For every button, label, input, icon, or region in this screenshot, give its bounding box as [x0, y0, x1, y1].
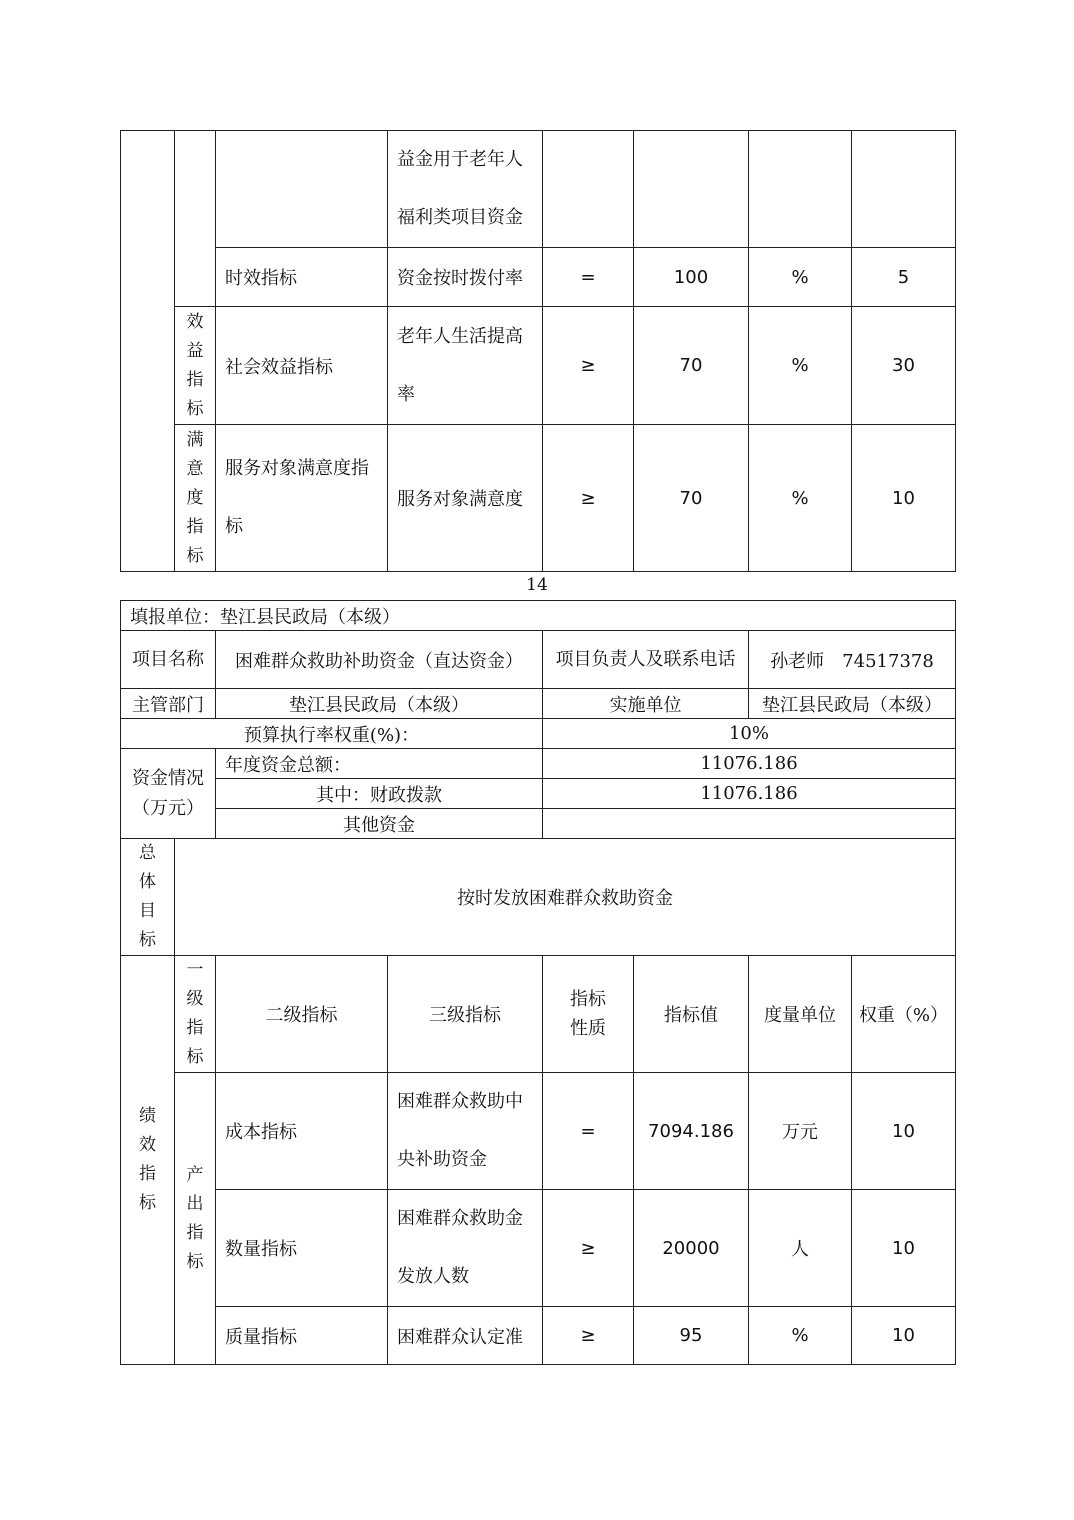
fiscal-value: 11076.186 [543, 779, 956, 809]
level2-cell-empty [216, 131, 388, 248]
level2-text-line: 标 [225, 516, 243, 537]
funds-label: 资金情况（万元） [121, 749, 216, 839]
level3-text-line: 率 [397, 383, 415, 405]
nature-cell: ≥ [543, 425, 634, 572]
level3-text-line: 困难群众救助金 [397, 1208, 523, 1229]
level2-cell: 社会效益指标 [216, 307, 388, 425]
level3-text-line: 老年人生活提高 [397, 325, 523, 347]
level2-cell: 质量指标 [216, 1307, 388, 1365]
annual-total-value: 11076.186 [543, 749, 956, 779]
level3-text-line: 央补助资金 [397, 1149, 487, 1170]
level3-cell [388, 131, 543, 248]
value-cell: 95 [634, 1307, 749, 1365]
other-value [543, 809, 956, 839]
impl-value: 垫江县民政局（本级） [749, 689, 956, 719]
value-cell-empty [634, 131, 749, 248]
budget-rate-label: 预算执行率权重(%)： [121, 719, 543, 749]
contact-value: 孙老师 74517378 [749, 631, 956, 689]
header-level1: 一级指标 [186, 960, 204, 1067]
dept-label: 主管部门 [121, 689, 216, 719]
nature-cell: ≥ [543, 1307, 634, 1365]
level2-text-line: 服务对象满意度指 [225, 458, 369, 479]
level3-cell [388, 307, 543, 425]
goal-label-cell [121, 839, 175, 956]
unit-cell-empty [749, 131, 852, 248]
fiscal-label: 其中：财政拨款 [216, 779, 543, 809]
fill-unit: 填报单位：垫江县民政局（本级） [121, 601, 956, 631]
level1-cell [175, 307, 216, 425]
level1-label: 效益指标 [186, 311, 204, 419]
level3-cell: 资金按时拨付率 [388, 248, 543, 307]
project-name-label: 项目名称 [121, 631, 216, 689]
weight-cell: 10 [852, 1307, 956, 1365]
level1-cell [175, 425, 216, 572]
dept-value: 垫江县民政局（本级） [216, 689, 543, 719]
unit-cell: % [749, 307, 852, 425]
unit-cell: % [749, 1307, 852, 1365]
header-nature: 指标性质 [543, 956, 634, 1073]
weight-cell: 5 [852, 248, 956, 307]
level3-text-line: 困难群众救助中 [397, 1091, 523, 1112]
nature-cell: ≥ [543, 1190, 634, 1307]
nature-cell: = [543, 248, 634, 307]
value-cell: 70 [634, 425, 749, 572]
annual-total-label: 年度资金总额： [216, 749, 543, 779]
impl-label: 实施单位 [543, 689, 749, 719]
nature-cell-empty [543, 131, 634, 248]
level2-cell: 数量指标 [216, 1190, 388, 1307]
value-cell: 20000 [634, 1190, 749, 1307]
level3-text-line: 福利类项目资金 [397, 207, 523, 228]
header-value: 指标值 [634, 956, 749, 1073]
value-cell: 100 [634, 248, 749, 307]
output-label: 产出指标 [186, 1164, 204, 1272]
performance-target-form [120, 600, 956, 1365]
goal-label: 总体目标 [139, 843, 156, 950]
page-number: 14 [526, 575, 548, 595]
contact-label: 项目负责人及联系电话 [543, 631, 749, 689]
level3-cell [388, 1073, 543, 1190]
level1-label: 满意度指标 [186, 429, 204, 566]
level2-cell: 时效指标 [216, 248, 388, 307]
level1-cell-empty [175, 131, 216, 307]
unit-cell: 人 [749, 1190, 852, 1307]
budget-rate-value: 10% [543, 719, 956, 749]
header-level2: 二级指标 [216, 956, 388, 1073]
header-level1-cell [175, 956, 216, 1073]
weight-cell: 10 [852, 1190, 956, 1307]
header-weight: 权重（%） [852, 956, 956, 1073]
project-name: 困难群众救助补助资金（直达资金） [216, 631, 543, 689]
level3-cell [388, 1190, 543, 1307]
level3-cell: 困难群众认定准 [388, 1307, 543, 1365]
perf-label-cell [121, 956, 175, 1365]
level3-text-line: 益金用于老年人 [397, 149, 523, 170]
value-cell: 7094.186 [634, 1073, 749, 1190]
continued-indicator-table [120, 130, 956, 572]
other-label: 其他资金 [216, 809, 543, 839]
weight-cell: 10 [852, 1073, 956, 1190]
level3-cell: 服务对象满意度 [388, 425, 543, 572]
unit-cell: % [749, 425, 852, 572]
weight-cell: 10 [852, 425, 956, 572]
perf-indicator-cell-empty [121, 131, 175, 572]
unit-cell: % [749, 248, 852, 307]
output-label-cell [175, 1073, 216, 1365]
level2-cell [216, 425, 388, 572]
nature-cell: ≥ [543, 307, 634, 425]
nature-cell: = [543, 1073, 634, 1190]
weight-cell: 30 [852, 307, 956, 425]
perf-label: 绩效指标 [139, 1106, 156, 1213]
goal-value: 按时发放困难群众救助资金 [175, 839, 956, 956]
level2-cell: 成本指标 [216, 1073, 388, 1190]
value-cell: 70 [634, 307, 749, 425]
header-unit: 度量单位 [749, 956, 852, 1073]
unit-cell: 万元 [749, 1073, 852, 1190]
header-level3: 三级指标 [388, 956, 543, 1073]
weight-cell-empty [852, 131, 956, 248]
level3-text-line: 发放人数 [397, 1266, 469, 1287]
